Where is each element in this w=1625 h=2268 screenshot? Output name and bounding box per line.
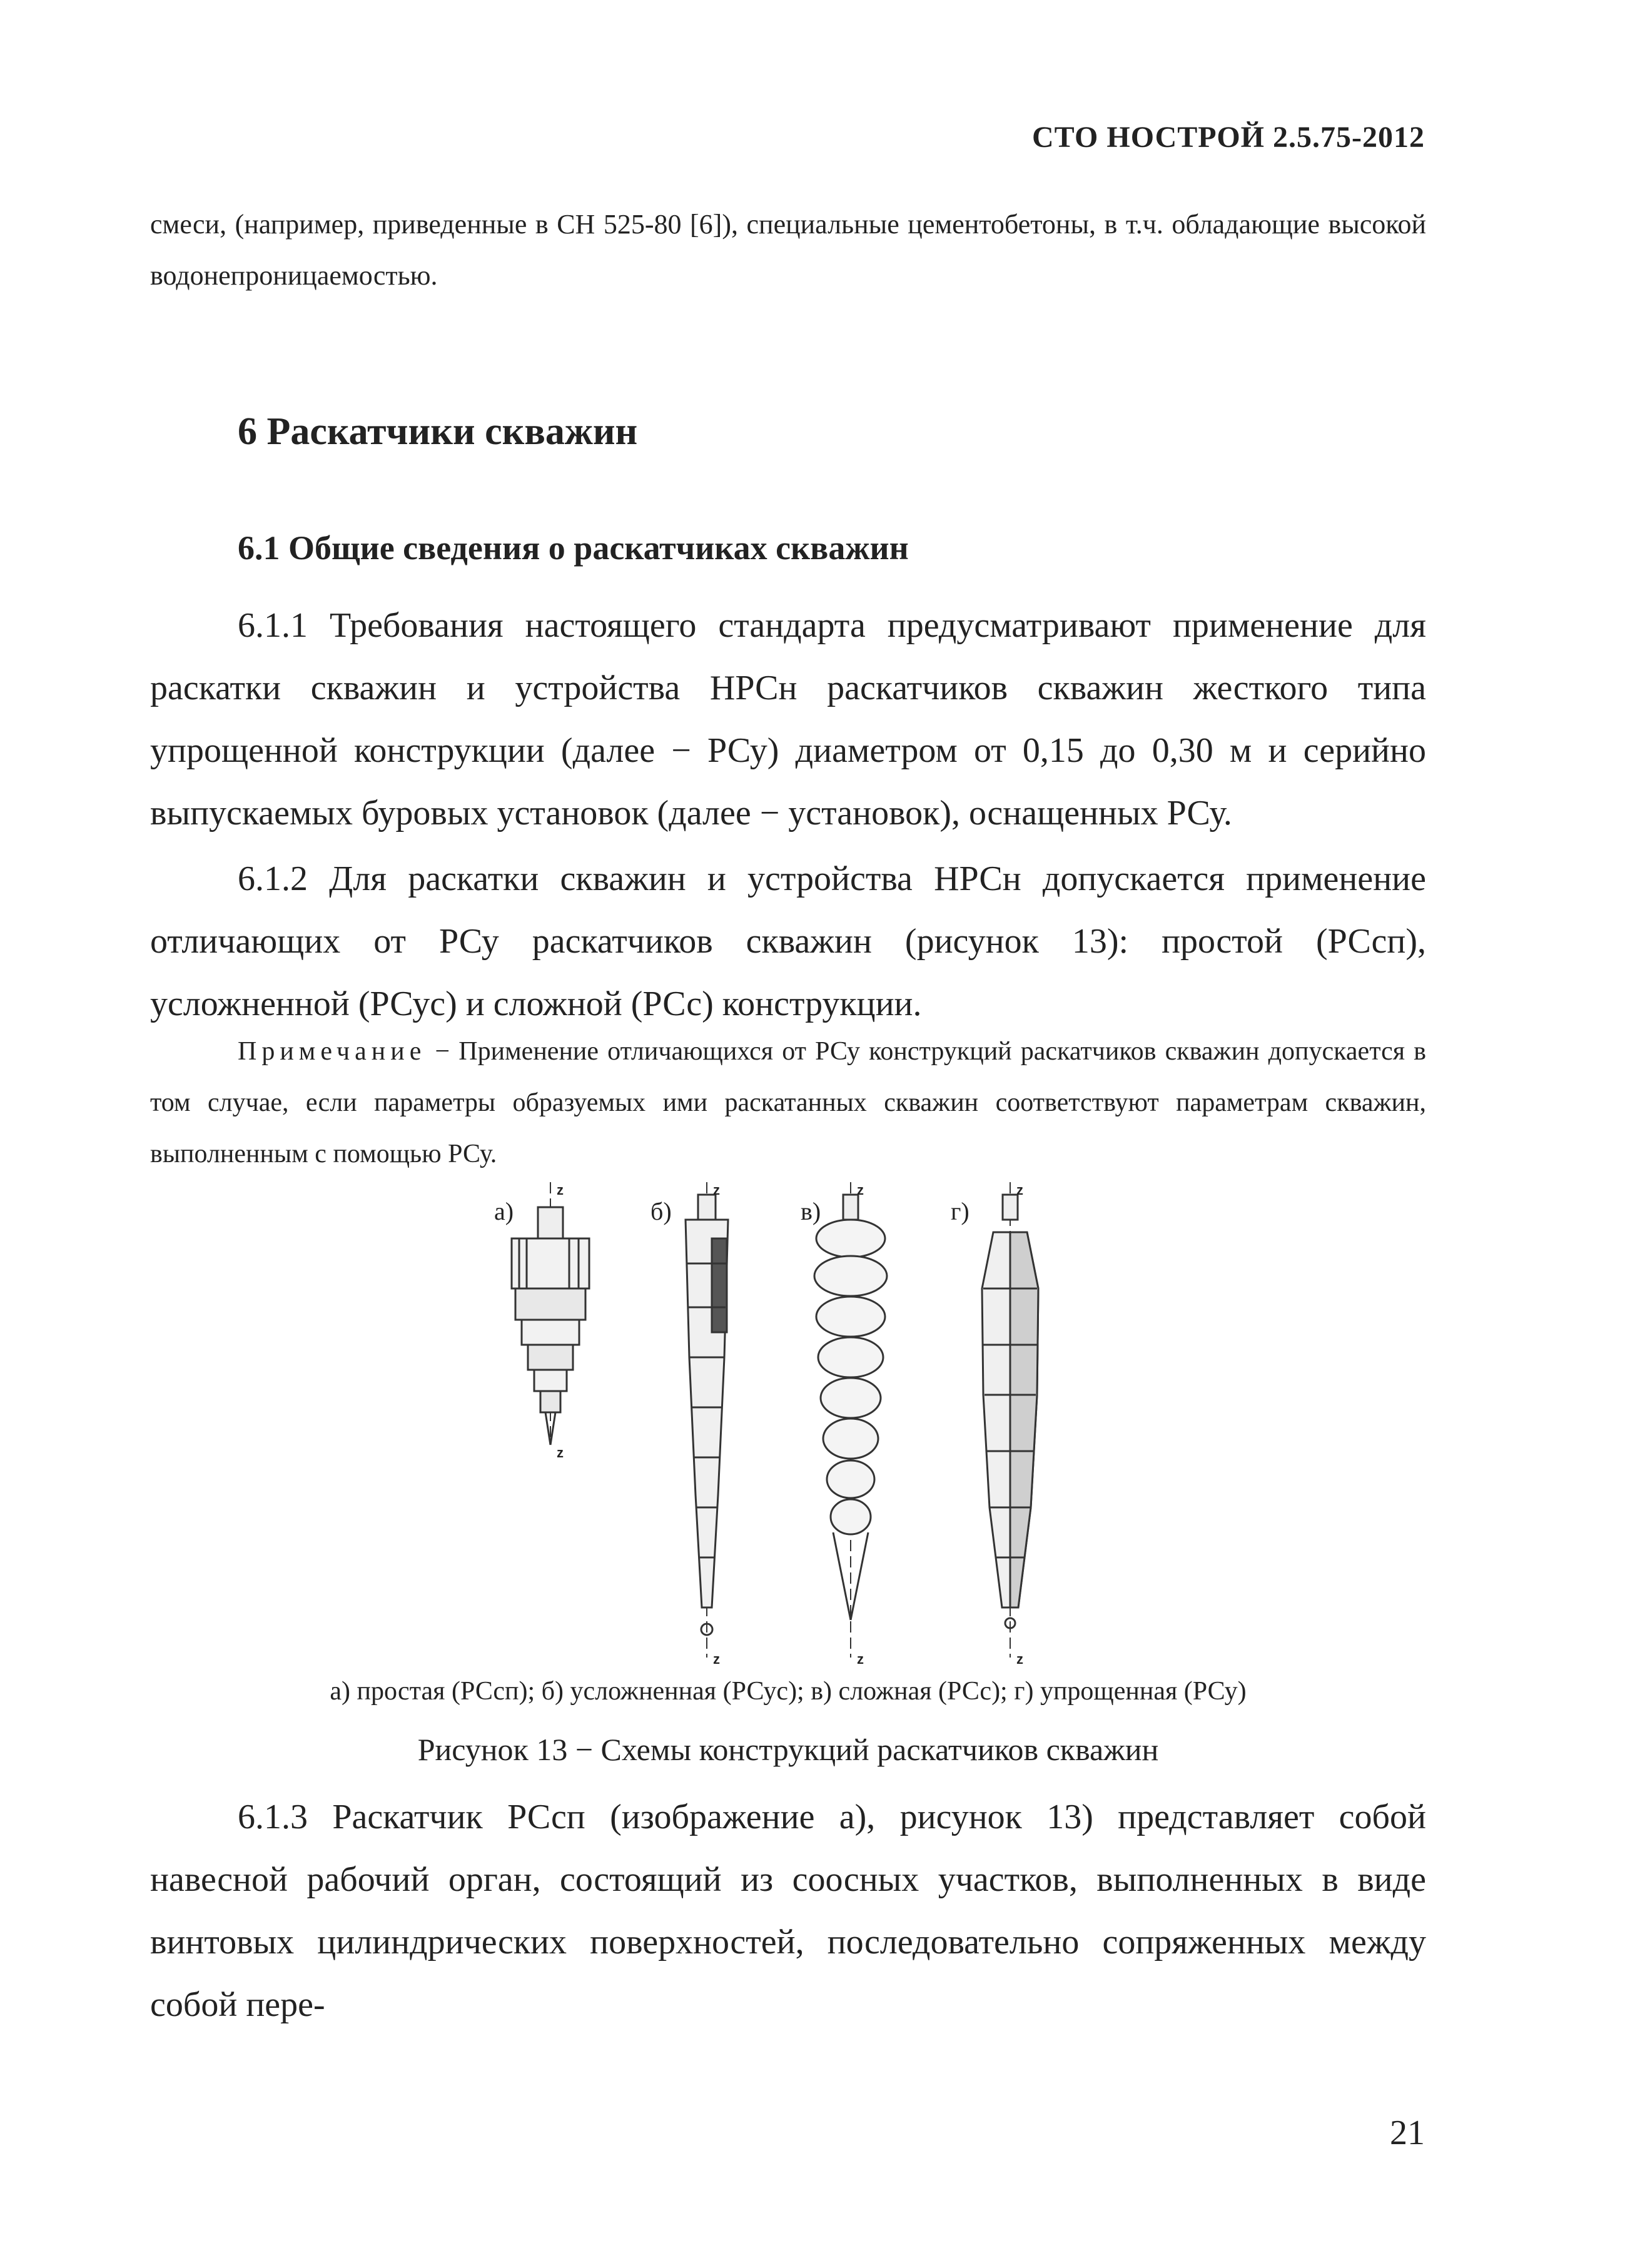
axis-label-b-top: z	[713, 1182, 720, 1198]
figure-subcaption: а) простая (РСсп); б) усложненная (РСус); в) сложная (РСс); г) упрощенная (РСу)	[330, 1677, 1247, 1706]
figure-label-v: в)	[801, 1197, 821, 1225]
paragraph-6-1-2: 6.1.2 Для раскатки скважин и устройства НРСн допускается применение отличающих от РСу раскатчиков скважин (рисунок 13): простой (РСсп), усложненной (РСус) и сложной (РСс) конструкции.	[150, 859, 1426, 1023]
section-title: 6 Раскатчики скважин	[238, 410, 638, 453]
axis-label-v-bottom: z	[857, 1651, 864, 1667]
intro-paragraph: смеси, (например, приведенные в СН 525-80 [6]), специальные цементобетоны, в т.ч. обладающие высокой водонепроницаемостью.	[150, 209, 1426, 291]
figure-label-b: б)	[651, 1197, 672, 1225]
note-text: − Применение отличающихся от РСу конструкций раскатчиков скважин допускается в том случае, если параметры образуемых ими раскатанных скважин соответствуют параметрам скважин, выполненным с помощью РСу.	[150, 1037, 1426, 1168]
figure-label-a: а)	[494, 1197, 514, 1225]
roller-complex-drawing	[814, 1182, 887, 1658]
figure-13-drawing	[475, 1170, 1101, 1670]
axis-label-g-bottom: z	[1016, 1651, 1023, 1667]
roller-simple-drawing	[512, 1182, 589, 1445]
subsection-title: 6.1 Общие сведения о раскатчиках скважин	[238, 529, 909, 567]
roller-simplified-drawing	[982, 1182, 1038, 1658]
note-block	[150, 1026, 1426, 1180]
document-code: СТО НОСТРОЙ 2.5.75-2012	[1031, 121, 1425, 154]
figure-caption: Рисунок 13 − Схемы конструкций раскатчиков скважин	[417, 1732, 1159, 1767]
figure-label-g: г)	[951, 1197, 969, 1225]
paragraph-6-1-1: 6.1.1 Требования настоящего стандарта предусматривают применение для раскатки скважин и устройства НРСн раскатчиков скважин жесткого типа упрощенной конструкции (далее − РСу) диаметром от 0,15 до 0,30 м и серийно выпускаемых буровых установок (далее − установок), оснащенных РСу.	[150, 606, 1426, 833]
roller-complicated-drawing	[686, 1182, 728, 1658]
paragraph-6-1-3: 6.1.3 Раскатчик РСсп (изображение а), рисунок 13) представляет собой навесной рабочий орган, состоящий из соосных участков, выполненных в виде винтовых цилиндрических поверхностей, последовательно сопряженных между собой пере-	[150, 1798, 1426, 2024]
axis-label-a-top: z	[557, 1182, 564, 1198]
axis-label-g-top: z	[1016, 1182, 1023, 1198]
page-number: 21	[1390, 2114, 1425, 2152]
axis-label-v-top: z	[857, 1182, 864, 1198]
note-label: Примечание	[238, 1037, 427, 1066]
axis-label-a-bottom: z	[557, 1445, 564, 1461]
axis-label-b-bottom: z	[713, 1651, 720, 1667]
